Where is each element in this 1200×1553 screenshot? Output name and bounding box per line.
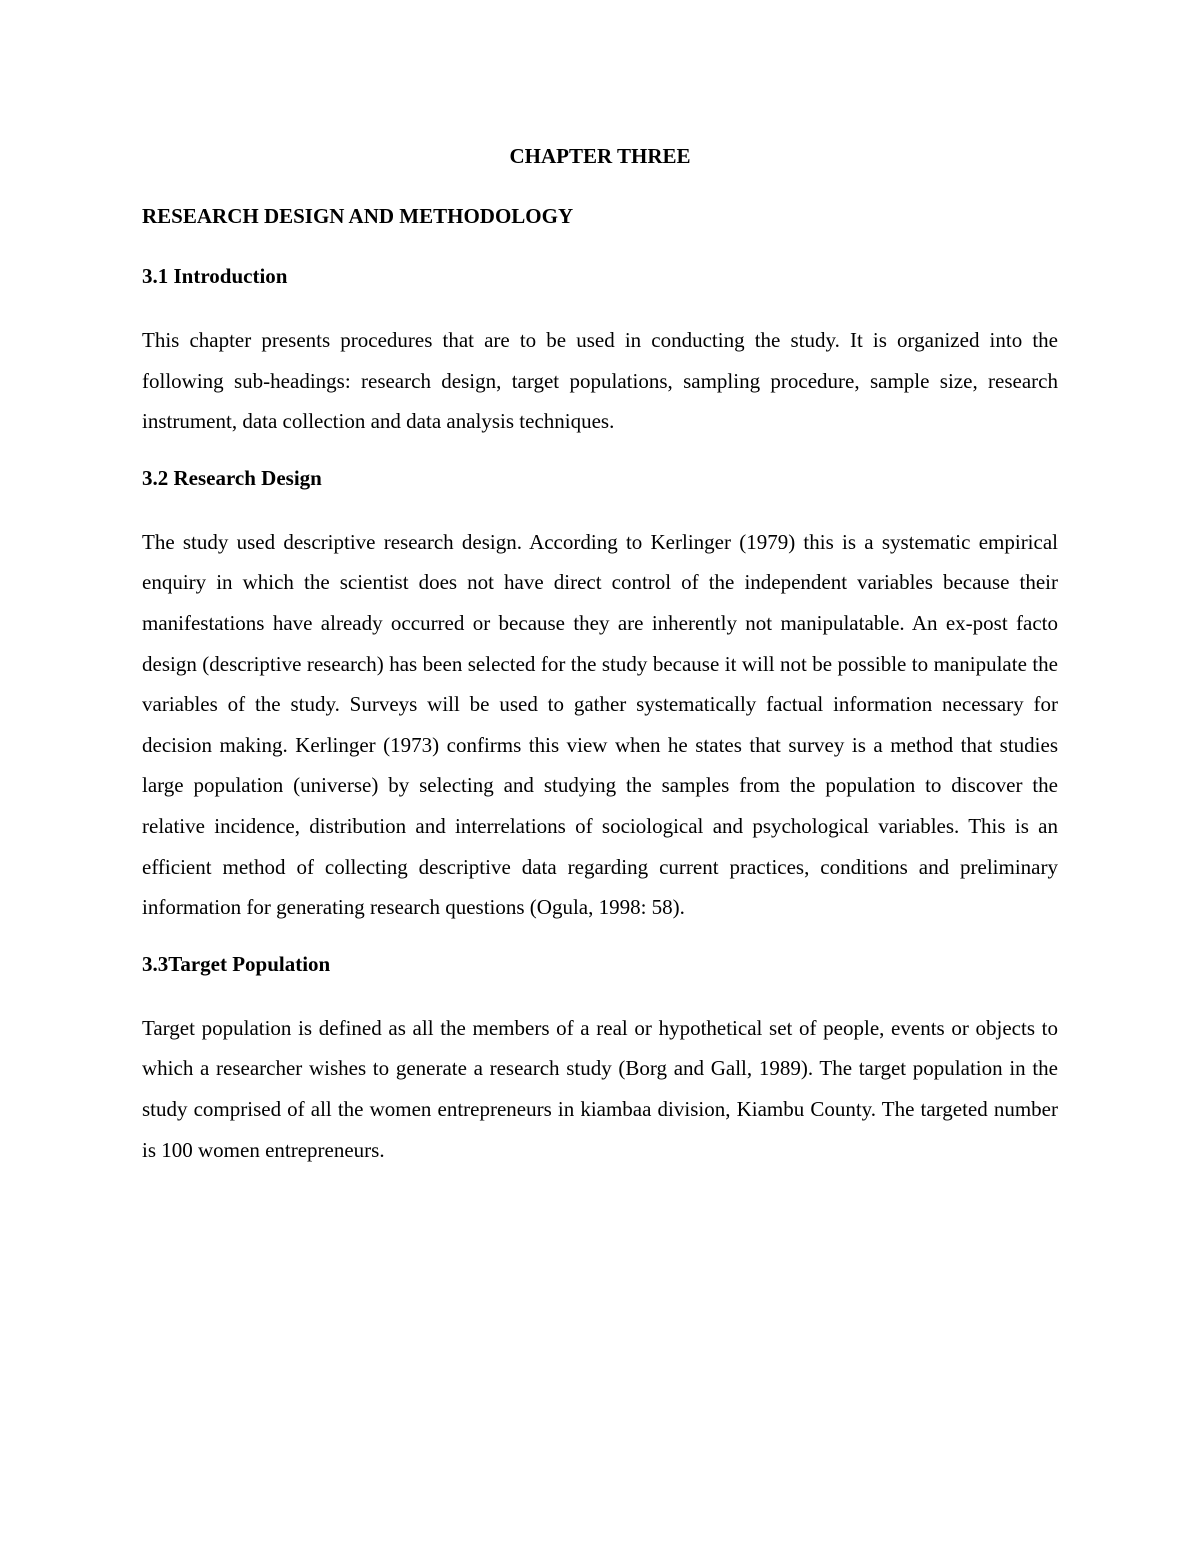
chapter-subtitle: RESEARCH DESIGN AND METHODOLOGY [142,204,574,228]
section-heading-research-design: 3.2 Research Design [142,465,322,490]
section-paragraph-research-design: The study used descriptive research design. According to Kerlinger (1979) this is a systematic empirical enquiry in which the scientist does not have direct control of the independent variables because their manifestations have already occurred or because they are inherently not manipulatable. An ex-post facto design (descriptive research) has been selected for the study because it will not be possible to manipulate the variables of the study. Surveys will be used to gather systematically factual information necessary for decision making. Kerlinger (1973) confirms this view when he states that survey is a method that studies large population (universe) by selecting and studying the samples from the population to discover the relative incidence, distribution and interrelations of sociological and psychological variables. This is an efficient method of collecting descriptive data regarding current practices, conditions and preliminary information for generating research questions (Ogula, 1998: 58). [142,529,1058,920]
chapter-title: CHAPTER THREE [509,144,691,168]
section-heading-introduction: 3.1 Introduction [142,264,288,288]
section-paragraph-introduction: This chapter presents procedures that are to be used in conducting the study. It is organized into the following sub-headings: research design, target populations, sampling procedure, sample size, research instrument, data collection and data analysis techniques. [142,328,1058,434]
page-content [142,140,1058,1190]
section-paragraph-target-population: Target population is defined as all the members of a real or hypothetical set of people, events or objects to which a researcher wishes to generate a research study (Borg and Gall, 1989). The target population in the study comprised of all the women entrepreneurs in kiambaa division, Kiambu County. The targeted number is 100 women entrepreneurs. [142,1015,1058,1162]
section-heading-target-population: 3.3Target Population [142,951,331,976]
